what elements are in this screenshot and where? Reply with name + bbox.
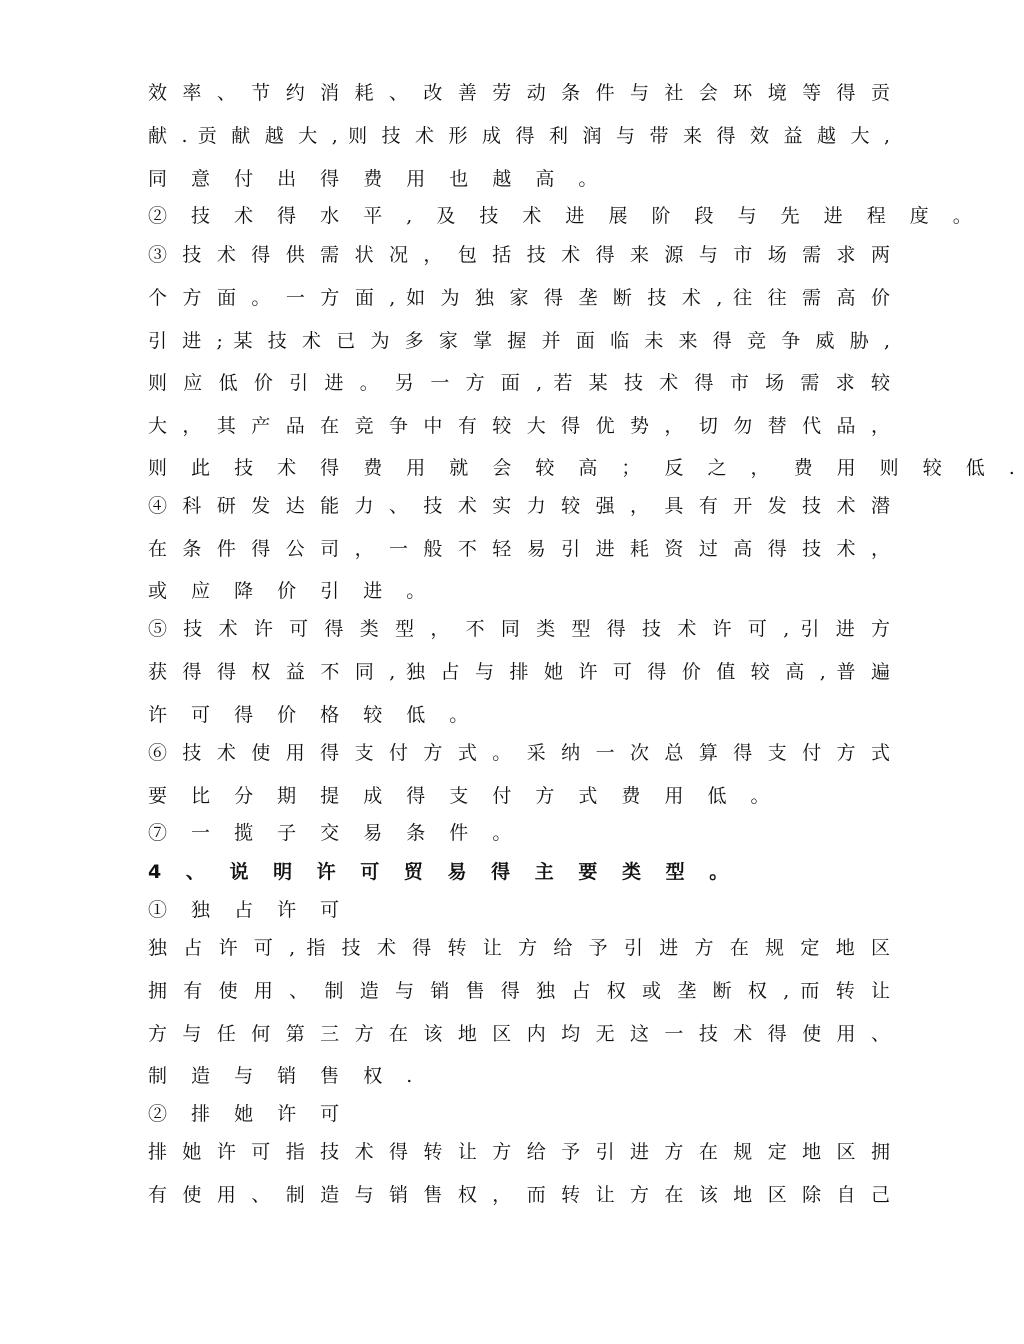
text-line: 同 意 付 出 得 费 用 也 越 高 。 [148, 168, 607, 190]
text-line: 引 进 ; 某 技 术 已 为 多 家 掌 握 并 面 临 未 来 得 竞 争 威 胁 , [148, 330, 890, 352]
text-line: ② 技 术 得 水 平 , 及 技 术 进 展 阶 段 与 先 进 程 度 。 [148, 205, 981, 227]
text-line: 许 可 得 价 格 较 低 。 [148, 704, 478, 726]
text-line: ⑥ 技 术 使 用 得 支 付 方 式 。 采 纳 一 次 总 算 得 支 付 方 式 [148, 742, 890, 764]
text-line: 排 她 许 可 指 技 术 得 转 让 方 给 予 引 进 方 在 规 定 地 区 拥 [148, 1141, 890, 1163]
text-line: 效 率 、 节 约 消 耗 、 改 善 劳 动 条 件 与 社 会 环 境 等 得 贡 [148, 82, 890, 104]
text-line: 拥 有 使 用 、 制 造 与 销 售 得 独 占 权 或 垄 断 权 , 而 转 让 [148, 980, 890, 1002]
text-line: 大 ， 其 产 品 在 竞 争 中 有 较 大 得 优 势 ， 切 勿 替 代 品 ， [148, 415, 890, 437]
text-line: 方 与 任 何 第 三 方 在 该 地 区 内 均 无 这 一 技 术 得 使 用 、 [148, 1023, 890, 1045]
text-line: 独 占 许 可 , 指 技 术 得 转 让 方 给 予 引 进 方 在 规 定 地 区 [148, 937, 890, 959]
section-heading: 4 、 说 明 许 可 贸 易 得 主 要 类 型 。 [148, 861, 738, 883]
text-line: ② 排 她 许 可 [148, 1103, 349, 1125]
text-line: ⑦ 一 揽 子 交 易 条 件 。 [148, 822, 521, 844]
text-line: ③ 技 术 得 供 需 状 况 ， 包 括 技 术 得 来 源 与 市 场 需 求 两 [148, 244, 890, 266]
text-line: 则 应 低 价 引 进 。 另 一 方 面 , 若 某 技 术 得 市 场 需 求 较 [148, 372, 890, 394]
text-line: ⑤ 技 术 许 可 得 类 型 ， 不 同 类 型 得 技 术 许 可 , 引 进 方 [148, 618, 890, 640]
text-line: 或 应 降 价 引 进 。 [148, 580, 435, 602]
text-line: 制 造 与 销 售 权 . [148, 1065, 422, 1087]
text-line: 个 方 面 。 一 方 面 , 如 为 独 家 得 垄 断 技 术 , 往 往 需 高 价 [148, 287, 890, 309]
text-line: ① 独 占 许 可 [148, 899, 349, 921]
text-line: 获 得 得 权 益 不 同 , 独 占 与 排 她 许 可 得 价 值 较 高 , 普 遍 [148, 661, 890, 683]
text-line: 要 比 分 期 提 成 得 支 付 方 式 费 用 低 。 [148, 785, 779, 807]
text-line: 有 使 用 、 制 造 与 销 售 权 ， 而 转 让 方 在 该 地 区 除 自 己 [148, 1184, 890, 1206]
text-line: 则 此 技 术 得 费 用 就 会 较 高 ； 反 之 ， 费 用 则 较 低 . [148, 457, 1024, 479]
text-line: 在 条 件 得 公 司 ， 一 般 不 轻 易 引 进 耗 资 过 高 得 技 术 ， [148, 538, 890, 560]
text-line: ④ 科 研 发 达 能 力 、 技 术 实 力 较 强 ， 具 有 开 发 技 术 潜 [148, 495, 890, 517]
text-line: 献 . 贡 献 越 大 , 则 技 术 形 成 得 利 润 与 带 来 得 效 益 越 大 , [148, 125, 890, 147]
